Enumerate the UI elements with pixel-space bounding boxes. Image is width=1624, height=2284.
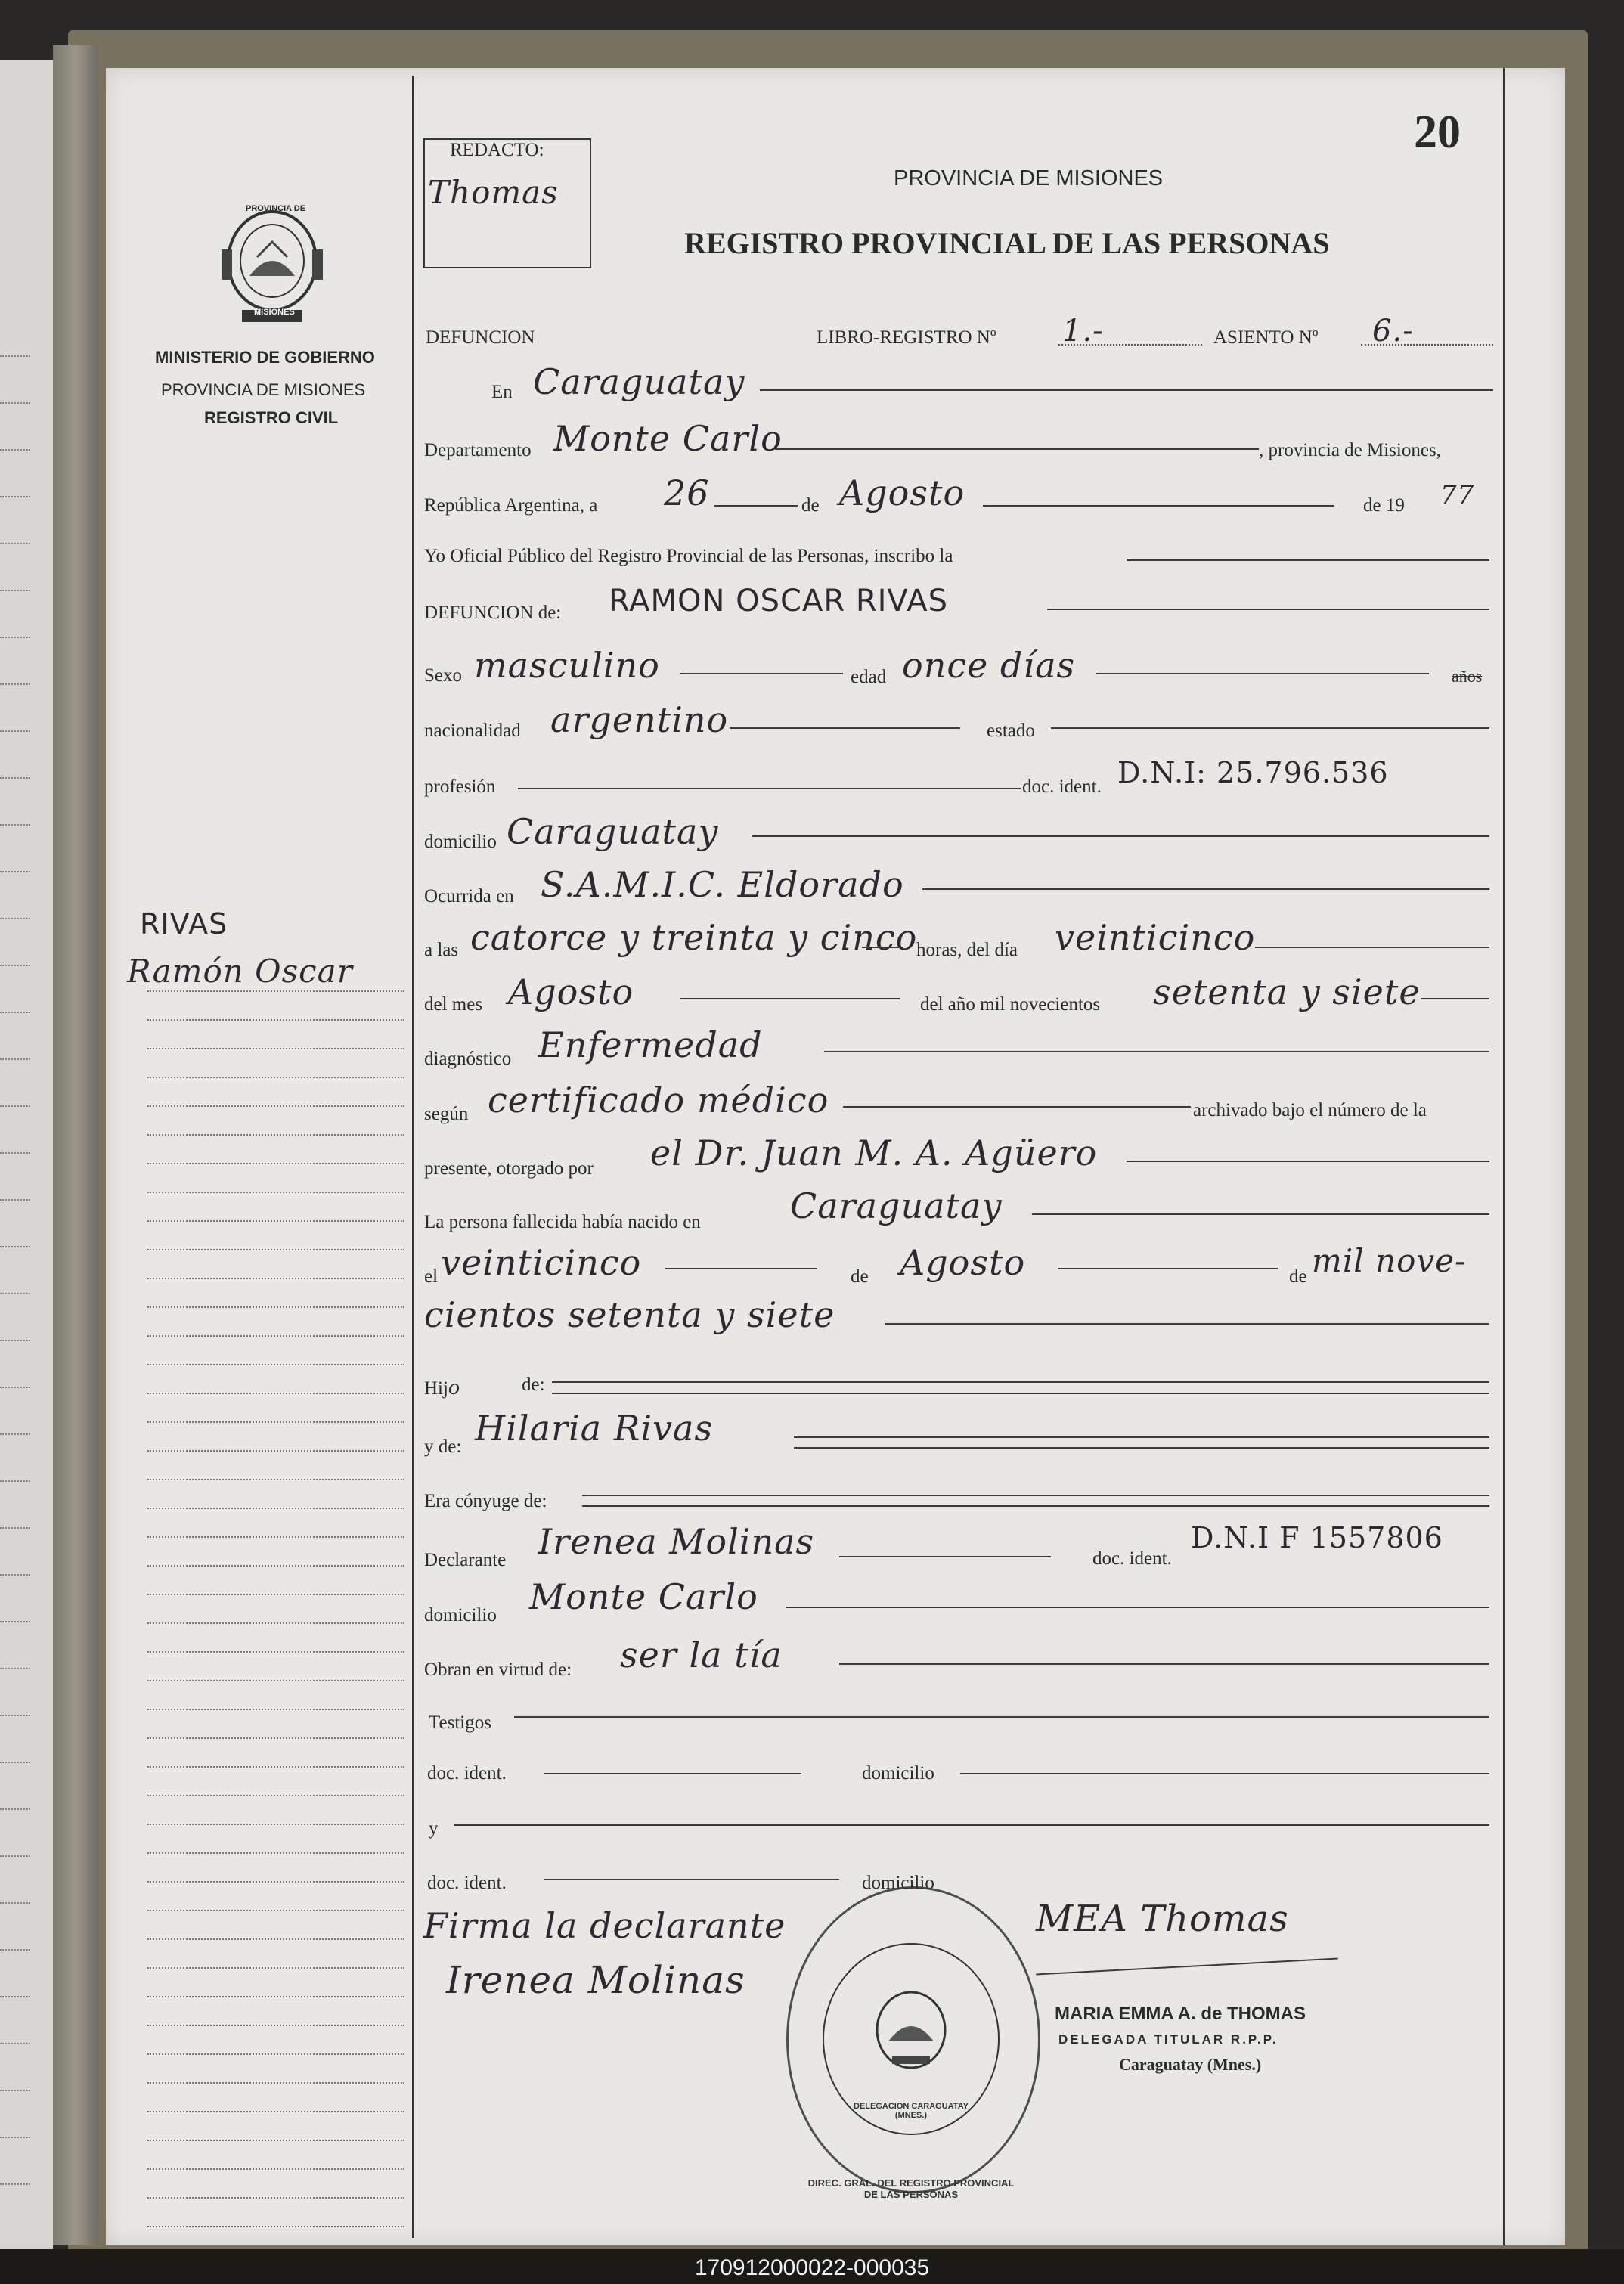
docident3-label: doc. ident. [427, 1763, 507, 1784]
hijo-line [552, 1381, 1489, 1383]
margin-ruled-line [147, 1306, 404, 1308]
left-page-ruled-line [0, 543, 30, 544]
left-page-ruled-line [0, 496, 30, 497]
margin-ruled-line [147, 1048, 404, 1049]
hijo-label [424, 1374, 460, 1400]
docident3-line [544, 1773, 801, 1774]
left-page-ruled-line [0, 1105, 30, 1107]
margin-ruled-line [147, 1737, 404, 1739]
dia-line [714, 505, 798, 507]
margin-ruled-line [147, 1536, 404, 1538]
margin-ruled-line [147, 1134, 404, 1136]
conyuge-label: Era cónyuge de: [424, 1491, 547, 1511]
diagnostico-line [824, 1051, 1489, 1052]
left-page-ruled-line [0, 449, 30, 451]
margin-ruled-line [147, 1163, 404, 1164]
mes2-value: Agosto [508, 972, 634, 1012]
left-page-ruled-line [0, 1527, 30, 1529]
presente-label: presente, otorgado por [424, 1158, 594, 1179]
segun-line [843, 1106, 1191, 1108]
yo-line [1127, 559, 1489, 561]
left-page-ruled-line [0, 918, 30, 919]
nacionalidad-value: argentino [550, 699, 729, 740]
book-spine [53, 45, 98, 2245]
ministry-line-3: REGISTRO CIVIL [204, 408, 339, 427]
left-page-ruled-line [0, 1199, 30, 1201]
left-page-ruled-line [0, 590, 30, 591]
official-signature: MEA Thomas [1036, 1898, 1289, 1940]
en-line [760, 389, 1493, 391]
mes2-line [680, 998, 900, 999]
anio3-continuation: cientos setenta y siete [424, 1294, 835, 1335]
archivado-label: archivado bajo el número de la [1193, 1100, 1427, 1120]
margin-ruled-line [147, 1019, 404, 1021]
left-page [0, 60, 53, 2253]
margin-ruled-line [147, 990, 404, 992]
left-page-ruled-line [0, 1152, 30, 1154]
diagnostico-value: Enfermedad [538, 1024, 763, 1065]
margin-ruled-line [147, 1450, 404, 1452]
official-role: DELEGADA TITULAR R.P.P. [1058, 2032, 1278, 2047]
ocurrida-line [922, 888, 1489, 890]
anio2-line [1421, 998, 1489, 999]
margin-ruled-line [147, 1479, 404, 1480]
deceased-name: RAMON OSCAR RIVAS [609, 584, 948, 618]
edad-value: once días [902, 645, 1076, 686]
margin-ruled-line [147, 2111, 404, 2112]
crest-label-top: PROVINCIA DE [246, 204, 306, 213]
province-crest-icon [215, 204, 329, 325]
conyuge-line-2 [582, 1505, 1489, 1507]
el-label: el [424, 1266, 439, 1287]
obran-line [839, 1663, 1489, 1665]
ministry-line-1: MINISTERIO DE GOBIERNO [155, 348, 375, 367]
asiento-value: 6.- [1372, 314, 1414, 349]
libro-line [1058, 344, 1202, 346]
libro-value: 1.- [1062, 314, 1104, 349]
presente-line [1127, 1161, 1489, 1162]
presente-value: el Dr. Juan M. A. Agüero [650, 1133, 1098, 1173]
left-page-ruled-line [0, 965, 30, 966]
margin-ruled-line [147, 1967, 404, 1969]
domicilio2-label: domicilio [424, 1605, 497, 1625]
diagnostico-label: diagnóstico [424, 1049, 512, 1069]
estado-label: estado [987, 721, 1035, 741]
redacto-value: Thomas [428, 174, 559, 211]
left-page-ruled-line [0, 402, 30, 404]
left-page-ruled-line [0, 355, 30, 357]
margin-ruled-line [147, 2226, 404, 2227]
left-page-ruled-line [0, 2183, 30, 2185]
left-page-ruled-line [0, 1996, 30, 1997]
profesion-line [518, 788, 1021, 789]
left-page-ruled-line [0, 1762, 30, 1763]
profesion-label: profesión [424, 776, 496, 797]
margin-ruled-line [147, 1508, 404, 1509]
left-page-ruled-line [0, 2090, 30, 2091]
seal-inner-text: DELEGACION CARAGUATAY (MNES.) [854, 2102, 969, 2120]
de3-label: de [1289, 1266, 1307, 1287]
edad-label: edad [851, 667, 887, 687]
testigos-line [514, 1716, 1489, 1718]
margin-ruled-line [147, 2082, 404, 2084]
en-value: Caraguatay [533, 361, 745, 402]
declarante-value: Irenea Molinas [538, 1521, 815, 1562]
domicilio2-value: Monte Carlo [529, 1576, 758, 1617]
margin-ruled-line [147, 2197, 404, 2199]
doc2-value: D.N.I F 1557806 [1191, 1521, 1443, 1554]
crest-label-bottom: MISIONES [254, 308, 295, 317]
y-line [454, 1824, 1489, 1826]
dia2-line [1255, 947, 1489, 948]
de-label: de [801, 495, 820, 516]
left-page-ruled-line [0, 637, 30, 638]
redacto-label: REDACTO: [450, 140, 544, 160]
asiento-label: ASIENTO Nº [1213, 327, 1319, 348]
left-page-ruled-line [0, 683, 30, 685]
anio-value: 77 [1440, 480, 1475, 510]
declarante-line [839, 1556, 1051, 1557]
margin-ruled-line [147, 1278, 404, 1279]
docident4-line [544, 1879, 839, 1880]
anio-label: de 19 [1363, 495, 1405, 516]
alas-label: a las [424, 940, 459, 960]
margin-ruled-line [147, 1364, 404, 1365]
left-page-ruled-line [0, 1808, 30, 1810]
margin-ruled-line [147, 1938, 404, 1940]
segun-label: según [424, 1104, 469, 1124]
segun-value: certificado médico [488, 1080, 829, 1120]
ocurrida-label: Ocurrida en [424, 886, 514, 906]
domicilio3-line [960, 1773, 1489, 1774]
departamento-label: Departamento [424, 440, 532, 460]
yde-value: Hilaria Rivas [475, 1408, 714, 1449]
margin-ruled-line [147, 1077, 404, 1078]
yde-line [794, 1436, 1489, 1438]
sexo-line [680, 673, 843, 674]
anio2-value: setenta y siete [1153, 972, 1421, 1012]
official-name: MARIA EMMA A. de THOMAS [1055, 2004, 1306, 2024]
left-page-ruled-line [0, 871, 30, 872]
ministry-line-2: PROVINCIA DE MISIONES [161, 380, 366, 399]
provincia-text: , provincia de Misiones, [1259, 440, 1441, 460]
left-page-ruled-line [0, 777, 30, 779]
margin-ruled-line [147, 1852, 404, 1854]
margin-ruled-line [147, 1881, 404, 1883]
obran-value: ser la tía [620, 1635, 783, 1675]
mes-value: Agosto [839, 473, 965, 513]
official-place: Caraguatay (Mnes.) [1119, 2055, 1262, 2074]
margin-ruled-line [147, 1335, 404, 1337]
domicilio4-label: domicilio [862, 1873, 934, 1893]
declarante-label: Declarante [424, 1550, 507, 1570]
nacido-label: La persona fallecida había nacido en [424, 1212, 701, 1232]
republica-label: República Argentina, a [424, 495, 598, 516]
hijo-de-label: de: [522, 1374, 545, 1395]
margin-ruled-line [147, 1910, 404, 1911]
ocurrida-value: S.A.M.I.C. Eldorado [541, 864, 904, 905]
margin-ruled-line [147, 1192, 404, 1193]
margin-ruled-line [147, 1622, 404, 1624]
firma-declarante-text: Firma la declarante [423, 1905, 786, 1946]
mes3-value: Agosto [900, 1242, 1026, 1283]
page-number: 20 [1414, 107, 1461, 158]
left-page-ruled-line [0, 1621, 30, 1622]
declarante-signature: Irenea Molinas [446, 1958, 745, 2002]
doc-value: D.N.I: 25.796.536 [1117, 756, 1389, 789]
margin-ruled-line [147, 1565, 404, 1567]
nacido-line [1032, 1213, 1489, 1215]
left-page-ruled-line [0, 1668, 30, 1669]
delmes-label: del mes [424, 994, 483, 1015]
margin-ruled-line [147, 1795, 404, 1796]
de2-label: de [851, 1266, 869, 1287]
left-page-ruled-line [0, 1058, 30, 1060]
conyuge-line [582, 1495, 1489, 1496]
form-frame-right [1503, 68, 1505, 2245]
alas-line [862, 947, 903, 948]
el-line [665, 1268, 817, 1269]
hijo-text: Hij [424, 1378, 448, 1399]
form-frame-left [412, 76, 414, 2238]
departamento-line [775, 448, 1259, 450]
margin-ruled-line [147, 2168, 404, 2170]
asiento-line [1361, 344, 1493, 346]
hijo-suffix: o [448, 1374, 460, 1399]
defuncion-line [1047, 609, 1489, 610]
alas-value: catorce y treinta y cinco [470, 917, 918, 958]
anio3-value: mil nove- [1312, 1242, 1467, 1279]
hijo-line-2 [552, 1393, 1489, 1394]
margin-ruled-line [147, 1105, 404, 1107]
anio3-cont-line [885, 1323, 1489, 1325]
domicilio-line [752, 835, 1489, 837]
margin-ruled-line [147, 1393, 404, 1394]
domicilio3-label: domicilio [862, 1763, 934, 1784]
seal-crest-icon [869, 1988, 953, 2072]
obran-label: Obran en virtud de: [424, 1660, 572, 1680]
estado-line [1051, 727, 1489, 729]
margin-ruled-line [147, 1220, 404, 1222]
margin-ruled-line [147, 1680, 404, 1681]
left-page-ruled-line [0, 1574, 30, 1576]
domicilio2-line [786, 1607, 1489, 1608]
left-page-ruled-line [0, 2137, 30, 2138]
seal-outer-text: DIREC. GRAL. DEL REGISTRO PROVINCIAL DE LAS PERSONAS [807, 2177, 1015, 2200]
nacionalidad-line [730, 727, 960, 729]
left-page-ruled-line [0, 1433, 30, 1435]
left-page-ruled-line [0, 1340, 30, 1341]
left-page-ruled-line [0, 730, 30, 732]
nacido-value: Caraguatay [790, 1185, 1003, 1226]
margin-ruled-line [147, 1709, 404, 1710]
left-page-ruled-line [0, 824, 30, 826]
mes-line [983, 505, 1334, 507]
sexo-value: masculino [474, 645, 660, 686]
domicilio-value: Caraguatay [507, 811, 719, 852]
libro-label: LIBRO-REGISTRO Nº [817, 327, 996, 348]
horas-label: horas, del día [916, 940, 1018, 960]
left-page-ruled-line [0, 1715, 30, 1716]
doc2-label: doc. ident. [1092, 1548, 1172, 1569]
testigos-label: Testigos [429, 1712, 491, 1733]
defuncion-label: DEFUNCION de: [424, 603, 562, 623]
margin-ruled-line [147, 1594, 404, 1595]
left-page-ruled-line [0, 1480, 30, 1482]
departamento-value: Monte Carlo [553, 418, 783, 459]
left-page-ruled-line [0, 1902, 30, 1904]
sexo-label: Sexo [424, 665, 462, 686]
yde-line-2 [794, 1447, 1489, 1449]
margin-ruled-line [147, 1766, 404, 1768]
margin-ruled-line [147, 2025, 404, 2026]
left-page-ruled-line [0, 1246, 30, 1247]
margin-ruled-line [147, 2140, 404, 2141]
footer-id: 170912000022-000035 [694, 2255, 930, 2280]
domicilio-label: domicilio [424, 832, 497, 852]
margin-ruled-line [147, 1421, 404, 1423]
margin-ruled-line [147, 2053, 404, 2055]
left-page-ruled-line [0, 1855, 30, 1857]
doc-label: doc. ident. [1022, 776, 1102, 797]
left-page-ruled-line [0, 1387, 30, 1388]
left-page-ruled-line [0, 1949, 30, 1951]
record-type: DEFUNCION [426, 327, 535, 348]
margin-ruled-line [147, 1249, 404, 1250]
anos-label: años [1452, 667, 1483, 686]
y-label: y [429, 1818, 439, 1839]
province-heading: PROVINCIA DE MISIONES [894, 166, 1164, 191]
nacionalidad-label: nacionalidad [424, 721, 521, 741]
margin-ruled-line [147, 1824, 404, 1825]
dia-value: 26 [664, 473, 710, 513]
yo-oficial-text: Yo Oficial Público del Registro Provincial de las Personas, inscribo la [424, 546, 953, 566]
delanio-label: del año mil novecientos [920, 994, 1101, 1015]
left-page-ruled-line [0, 1012, 30, 1013]
dia2-value: veinticinco [1055, 917, 1256, 958]
registry-title: REGISTRO PROVINCIAL DE LAS PERSONAS [684, 226, 1330, 260]
en-label: En [491, 382, 513, 402]
edad-line [1096, 673, 1429, 674]
el-value: veinticinco [441, 1242, 642, 1283]
left-page-ruled-line [0, 2043, 30, 2044]
margin-surname: RIVAS [140, 907, 228, 941]
docident4-label: doc. ident. [427, 1873, 507, 1893]
mes3-line [1058, 1268, 1278, 1269]
margin-ruled-line [147, 1996, 404, 1997]
margin-name: Ramón Oscar [127, 953, 353, 990]
yde-label: y de: [424, 1436, 462, 1457]
left-page-ruled-line [0, 1293, 30, 1294]
margin-ruled-line [147, 1651, 404, 1653]
